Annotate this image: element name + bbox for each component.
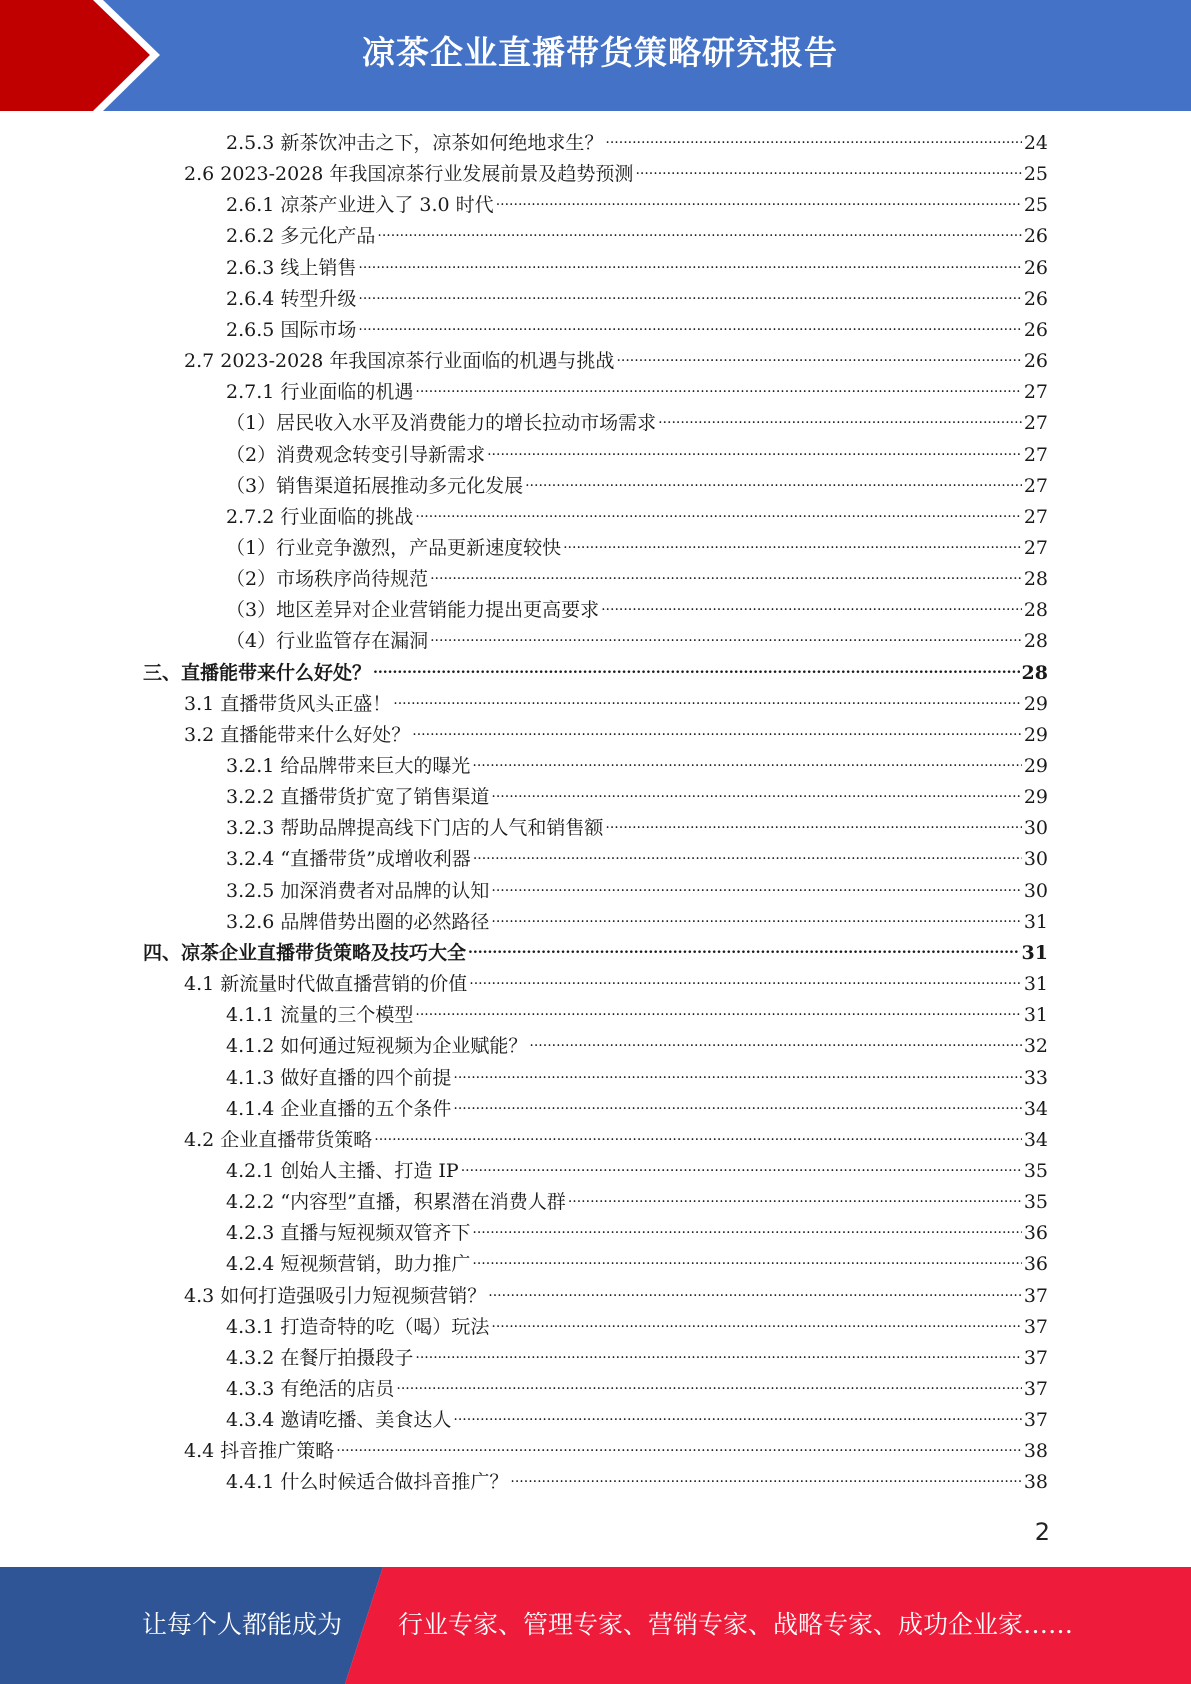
toc-entry[interactable] (226, 564, 1048, 595)
toc-entry-title: 4.2 企业直播带货策略 (184, 1129, 373, 1151)
toc-entry-page: 26 (1023, 350, 1048, 372)
toc-entry[interactable] (226, 1467, 1048, 1498)
toc-entry-page: 28 (1023, 568, 1048, 590)
toc-entry-title: 2.5.3 新茶饮冲击之下，凉茶如何绝地求生？ (226, 132, 604, 154)
toc-dot-leader (473, 845, 1022, 865)
toc-entry[interactable] (184, 969, 1048, 1000)
toc-dot-leader (563, 534, 1022, 554)
toc-entry-page: 30 (1023, 817, 1048, 839)
toc-entry-page: 30 (1023, 880, 1048, 902)
toc-entry-page: 27 (1023, 444, 1048, 466)
toc-entry-title: 2.7 2023-2028 年我国凉茶行业面临的机遇与挑战 (184, 350, 615, 372)
toc-entry-title: 4.3.2 在餐厅拍摄段子 (226, 1347, 414, 1369)
toc-entry-page: 35 (1023, 1160, 1048, 1182)
toc-dot-leader (605, 814, 1021, 834)
toc-dot-leader (491, 1313, 1021, 1333)
toc-dot-leader (415, 378, 1021, 398)
toc-entry[interactable] (226, 471, 1048, 502)
toc-entry[interactable] (143, 938, 1048, 969)
toc-entry-page: 28 (1021, 662, 1048, 684)
toc-entry-page: 30 (1023, 848, 1048, 870)
toc-entry-page: 29 (1023, 755, 1048, 777)
toc-entry-title: 4.3.4 邀请吃播、美食达人 (226, 1409, 452, 1431)
toc-entry[interactable] (184, 159, 1048, 190)
toc-entry-title: （1）行业竞争激烈，产品更新速度较快 (226, 537, 562, 559)
toc-dot-leader (358, 285, 1021, 305)
toc-entry-title: 4.3.3 有绝活的店员 (226, 1378, 395, 1400)
toc-dot-leader (491, 908, 1021, 928)
toc-dot-leader (472, 1219, 1021, 1239)
toc-dot-leader (491, 877, 1021, 897)
toc-entry-title: 2.6 2023-2028 年我国凉茶行业发展前景及趋势预测 (184, 163, 634, 185)
toc-entry[interactable] (184, 346, 1048, 377)
toc-entry-title: 4.1 新流量时代做直播营销的价值 (184, 973, 468, 995)
toc-entry-title: 三、直播能带来什么好处？ (143, 662, 372, 684)
toc-entry-title: 4.3 如何打造强吸引力短视频营销？ (184, 1285, 487, 1307)
toc-entry[interactable] (226, 907, 1048, 938)
toc-entry-page: 37 (1023, 1378, 1048, 1400)
toc-entry-title: 3.2.1 给品牌带来巨大的曝光 (226, 755, 471, 777)
toc-entry-title: 四、凉茶企业直播带货策略及技巧大全 (143, 942, 467, 964)
toc-dot-leader (469, 970, 1022, 990)
toc-dot-leader (461, 1157, 1022, 1177)
toc-entry-page: 29 (1023, 693, 1048, 715)
toc-entry-page: 27 (1023, 475, 1048, 497)
toc-entry-page: 31 (1023, 1004, 1048, 1026)
toc-entry-title: 4.2.1 创始人主播、打造 IP (226, 1160, 459, 1182)
toc-entry-page: 35 (1023, 1191, 1048, 1213)
page-header (0, 0, 1191, 111)
toc-entry-page: 26 (1023, 319, 1048, 341)
toc-entry[interactable] (226, 1374, 1048, 1405)
toc-entry-title: 4.2.4 短视频营销，助力推广 (226, 1253, 471, 1275)
toc-entry-page: 31 (1023, 911, 1048, 933)
toc-dot-leader (487, 441, 1022, 461)
toc-dot-leader (415, 503, 1021, 523)
toc-entry[interactable] (226, 221, 1048, 252)
toc-entry-title: （4）行业监管存在漏洞 (226, 630, 429, 652)
toc-entry[interactable] (226, 1063, 1048, 1094)
toc-dot-leader (472, 752, 1021, 772)
toc-entry-title: 4.4.1 什么时候适合做抖音推广？ (226, 1471, 509, 1493)
toc-entry[interactable] (184, 1436, 1048, 1467)
toc-entry-title: 2.7.1 行业面临的机遇 (226, 381, 414, 403)
toc-entry[interactable] (226, 1312, 1048, 1343)
toc-entry[interactable] (226, 876, 1048, 907)
toc-entry[interactable] (226, 751, 1048, 782)
toc-entry-title: 2.6.3 线上销售 (226, 257, 357, 279)
toc-entry-page: 27 (1023, 381, 1048, 403)
toc-entry-title: （2）消费观念转变引导新需求 (226, 444, 486, 466)
toc-entry[interactable] (226, 408, 1048, 439)
toc-entry-title: （2）市场秩序尚待规范 (226, 568, 429, 590)
toc-entry[interactable] (143, 658, 1048, 689)
toc-entry-page: 37 (1023, 1409, 1048, 1431)
toc-entry-page: 38 (1023, 1471, 1048, 1493)
toc-entry-page: 26 (1023, 225, 1048, 247)
toc-entry[interactable] (226, 190, 1048, 221)
toc-entry[interactable] (226, 1187, 1048, 1218)
toc-entry-page: 24 (1023, 132, 1048, 154)
toc-entry-page: 26 (1023, 257, 1048, 279)
toc-entry-title: 2.6.2 多元化产品 (226, 225, 376, 247)
toc-entry[interactable] (226, 1343, 1048, 1374)
toc-entry[interactable] (184, 720, 1048, 751)
toc-dot-leader (430, 565, 1022, 585)
toc-entry[interactable] (226, 844, 1048, 875)
toc-entry-title: 3.2.2 直播带货扩宽了销售渠道 (226, 786, 490, 808)
toc-dot-leader (374, 1126, 1022, 1146)
toc-entry-title: 2.6.1 凉茶产业进入了 3.0 时代 (226, 194, 494, 216)
toc-entry-title: 4.1.2 如何通过短视频为企业赋能？ (226, 1035, 528, 1057)
toc-entry[interactable] (226, 1031, 1048, 1062)
toc-entry-title: 2.6.5 国际市场 (226, 319, 357, 341)
toc-dot-leader (412, 721, 1022, 741)
toc-dot-leader (468, 939, 1020, 959)
toc-entry[interactable] (226, 626, 1048, 657)
toc-dot-leader (491, 783, 1021, 803)
toc-entry-page: 29 (1023, 724, 1048, 746)
toc-entry-page: 38 (1023, 1440, 1048, 1462)
toc-entry[interactable] (226, 440, 1048, 471)
toc-entry-title: 4.3.1 打造奇特的吃（喝）玩法 (226, 1316, 490, 1338)
toc-entry-page: 25 (1023, 163, 1048, 185)
toc-dot-leader (453, 1064, 1021, 1084)
toc-dot-leader (525, 472, 1022, 492)
toc-entry-page: 26 (1023, 288, 1048, 310)
toc-entry-title: 3.2.3 帮助品牌提高线下门店的人气和销售额 (226, 817, 604, 839)
toc-entry-title: 4.4 抖音推广策略 (184, 1440, 335, 1462)
toc-entry[interactable] (226, 253, 1048, 284)
toc-entry[interactable] (226, 1249, 1048, 1280)
toc-entry[interactable] (226, 502, 1048, 533)
toc-entry[interactable] (226, 1094, 1048, 1125)
toc-entry[interactable] (226, 1000, 1048, 1031)
toc-entry-title: 3.2 直播能带来什么好处？ (184, 724, 411, 746)
toc-entry-page: 25 (1023, 194, 1048, 216)
toc-dot-leader (472, 1250, 1021, 1270)
toc-dot-leader (488, 1282, 1022, 1302)
toc-entry-page: 37 (1023, 1285, 1048, 1307)
report-title: 凉茶企业直播带货策略研究报告 (362, 33, 838, 72)
toc-entry-page: 36 (1023, 1253, 1048, 1275)
footer-slogan-left: 让每个人都能成为 (142, 1610, 343, 1639)
toc-entry-title: （3）地区差异对企业营销能力提出更高要求 (226, 599, 600, 621)
toc-dot-leader (605, 129, 1021, 149)
toc-entry[interactable] (226, 1218, 1048, 1249)
toc-entry[interactable] (226, 533, 1048, 564)
toc-entry[interactable] (226, 128, 1048, 159)
toc-entry-page: 31 (1023, 973, 1048, 995)
toc-entry-page: 32 (1023, 1035, 1048, 1057)
toc-entry[interactable] (226, 782, 1048, 813)
toc-entry-page: 36 (1023, 1222, 1048, 1244)
toc-entry-title: 2.6.4 转型升级 (226, 288, 357, 310)
toc-entry-title: （3）销售渠道拓展推动多元化发展 (226, 475, 524, 497)
toc-entry-title: 4.1.1 流量的三个模型 (226, 1004, 414, 1026)
toc-dot-leader (358, 254, 1021, 274)
toc-entry[interactable] (226, 595, 1048, 626)
toc-dot-leader (529, 1032, 1021, 1052)
toc-entry-page: 37 (1023, 1316, 1048, 1338)
toc-dot-leader (635, 160, 1021, 180)
toc-entry-title: 3.2.6 品牌借势出圈的必然路径 (226, 911, 490, 933)
toc-entry-page: 28 (1023, 599, 1048, 621)
toc-dot-leader (336, 1437, 1022, 1457)
toc-entry-title: 4.1.4 企业直播的五个条件 (226, 1098, 452, 1120)
toc-entry[interactable] (184, 1125, 1048, 1156)
toc-entry-page: 34 (1023, 1098, 1048, 1120)
page-footer (0, 1567, 1191, 1684)
toc-dot-leader (568, 1188, 1022, 1208)
toc-entry[interactable] (184, 689, 1048, 720)
toc-entry[interactable] (226, 284, 1048, 315)
toc-entry-title: （1）居民收入水平及消费能力的增长拉动市场需求 (226, 412, 657, 434)
toc-entry-title: 4.2.3 直播与短视频双管齐下 (226, 1222, 471, 1244)
toc-entry-title: 3.1 直播带货风头正盛！ (184, 693, 392, 715)
toc-entry-title: 4.2.2 “内容型”直播，积累潜在消费人群 (226, 1191, 566, 1213)
toc-dot-leader (373, 659, 1020, 679)
toc-entry[interactable] (226, 1156, 1048, 1187)
toc-entry-title: 3.2.4 “直播带货”成增收利器 (226, 848, 471, 870)
toc-dot-leader (393, 690, 1022, 710)
toc-dot-leader (415, 1001, 1021, 1021)
toc-entry-page: 37 (1023, 1347, 1048, 1369)
toc-dot-leader (496, 191, 1022, 211)
toc-dot-leader (377, 222, 1021, 242)
toc-entry-page: 29 (1023, 786, 1048, 808)
toc-dot-leader (415, 1344, 1021, 1364)
toc-entry-title: 4.1.3 做好直播的四个前提 (226, 1067, 452, 1089)
toc-entry-page: 28 (1023, 630, 1048, 652)
toc-dot-leader (453, 1406, 1021, 1426)
toc-dot-leader (510, 1468, 1021, 1488)
toc-dot-leader (616, 347, 1021, 367)
footer-slogan-right: 行业专家、管理专家、营销专家、战略专家、成功企业家…… (398, 1610, 1074, 1639)
toc-entry-page: 27 (1023, 412, 1048, 434)
toc-entry-page: 34 (1023, 1129, 1048, 1151)
toc-dot-leader (358, 316, 1021, 336)
toc-entry[interactable] (226, 377, 1048, 408)
toc-dot-leader (396, 1375, 1021, 1395)
toc-entry-page: 27 (1023, 506, 1048, 528)
toc-dot-leader (430, 627, 1022, 647)
toc-dot-leader (601, 596, 1022, 616)
toc-entry[interactable] (226, 315, 1048, 346)
toc-dot-leader (453, 1095, 1021, 1115)
toc-entry-page: 31 (1021, 942, 1048, 964)
toc-entry[interactable] (184, 1281, 1048, 1312)
toc-entry-title: 2.7.2 行业面临的挑战 (226, 506, 414, 528)
toc-entry-page: 33 (1023, 1067, 1048, 1089)
toc-entry[interactable] (226, 813, 1048, 844)
toc-dot-leader (658, 409, 1022, 429)
page-number: 2 (1034, 1518, 1050, 1546)
toc-entry-title: 3.2.5 加深消费者对品牌的认知 (226, 880, 490, 902)
toc-entry-page: 27 (1023, 537, 1048, 559)
toc-entry[interactable] (226, 1405, 1048, 1436)
